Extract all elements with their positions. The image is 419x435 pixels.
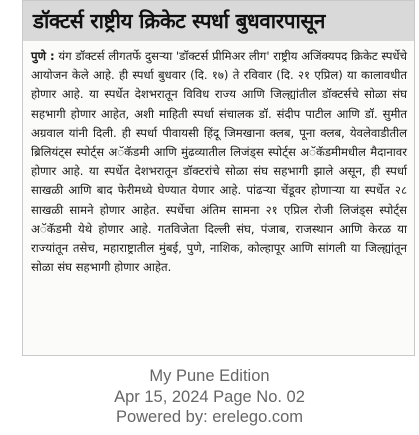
- edition-footer: [0, 366, 419, 428]
- article-body: [31, 47, 407, 277]
- powered-by-credit: Powered by: erelego.com: [115, 408, 304, 426]
- newspaper-clipping: [22, 0, 415, 356]
- article-dateline: पुणे :: [31, 49, 55, 63]
- headline-band: [23, 1, 414, 41]
- article-headline: डॉक्टर्स राष्ट्रीय क्रिकेट स्पर्धा बुधवारपासून: [33, 9, 326, 33]
- article-body-text: यंग डॉक्टर्स लीगतर्फे दुसऱ्या 'डॉक्टर्स प्रीमिअर लीग' राष्ट्रीय अजिंक्यपद क्रिकेट स्पर्धेचे आयोजन केले आहे. ही स्पर्धा बुधवार (दि. १७) ते रविवार (दि. २१ एप्रिल) या कालावधीत होणार आहे. या स्पर्धेत देशभरातून विविध राज्य आणि जिल्ह्यांतील डॉक्टर्सचे सोळा संघ सहभागी होणार आहेत, अशी माहिती स्पर्धा संचालक डॉ. संदीप पाटील आणि डॉ. सुमीत अग्रवाल यांनी दिली. ही स्पर्धा पीवायसी हिंदू जिमखाना क्लब, पूना क्लब, येवलेवाडीतील ब्रिलियंट्स स्पोर्ट्स अॅकॅडमी आणि मुंढव्यातील लिजंड्स स्पोर्ट्स अॅकॅडमीमधील मैदानावर होणार आहे. या स्पर्धेत देशभरातून डॉक्टरांचे सोळा संघ सहभागी झाले असून, ही स्पर्धा साखळी आणि बाद फेरीमध्ये घेण्यात येणार आहे. पांढऱ्या चेंडूवर होणाऱ्या या स्पर्धेत २८ साखळी सामने होणार आहेत. स्पर्धेचा अंतिम सामना २१ एप्रिल रोजी लिजंड्स स्पोर्ट्स अॅकॅडमी येथे होणार आहे. गतविजेता दिल्ली संघ, पंजाब, राजस्थान आणि केरळ या राज्यांतून तसेच, महाराष्ट्रातील मुंबई, पुणे, नाशिक, कोल्हापूर आणि सांगली या जिल्ह्यांतून सोळा संघ सहभागी होणार आहेत.: [31, 49, 408, 275]
- edition-date-page: Apr 15, 2024 Page No. 02: [114, 387, 305, 406]
- edition-name: My Pune Edition: [149, 367, 270, 385]
